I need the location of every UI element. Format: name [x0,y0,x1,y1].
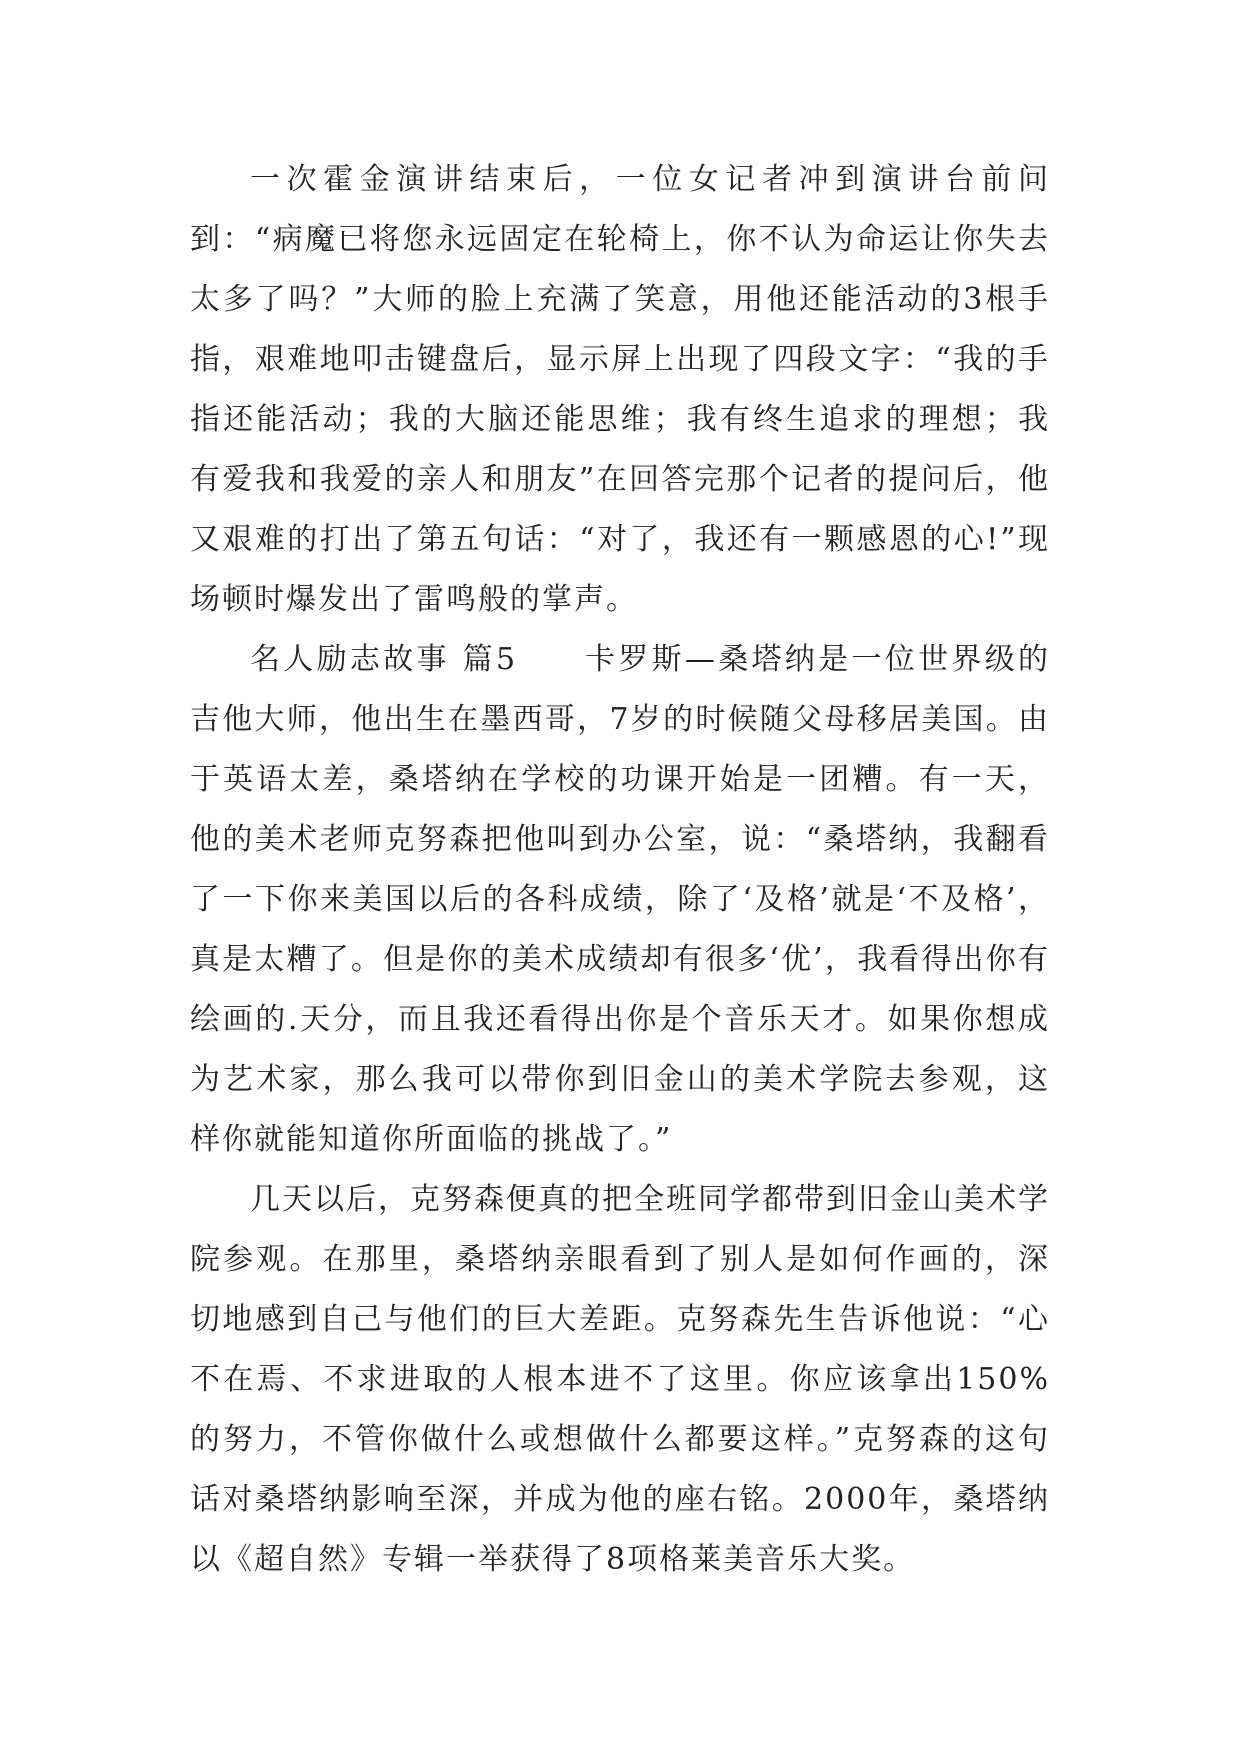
paragraph-santana-story: 名人励志故事 篇5 卡罗斯—桑塔纳是一位世界级的吉他大师，他出生在墨西哥，7岁的时候随父母移居美国。由于英语太差，桑塔纳在学校的功课开始是一团糟。有一天，他的美术老师克努森把他叫到办公室，说：“桑塔纳，我翻看了一下你来美国以后的各科成绩，除了‘及格’就是‘不及格’，真是太糟了。但是你的美术成绩却有很多‘优’，我看得出你有绘画的.天分，而且我还看得出你是个音乐天才。如果你想成为艺术家，那么我可以带你到旧金山的美术学院去参观，这样你就能知道你所面临的挑战了。” [190,642,1050,1157]
paragraph-santana-motto: 几天以后，克努森便真的把全班同学都带到旧金山美术学院参观。在那里，桑塔纳亲眼看到了别人是如何作画的，深切地感到自己与他们的巨大差距。克努森先生告诉他说：“心不在焉、不求进取的人根本进不了这里。你应该拿出150%的努力，不管你做什么或想做什么都要这样。”克努森的这句话对桑塔纳影响至深，并成为他的座右铭。2000年，桑塔纳以《超自然》专辑一举获得了8项格莱美音乐大奖。 [190,1182,1050,1577]
paragraph-hawking-story: 一次霍金演讲结束后，一位女记者冲到演讲台前问到：“病魔已将您永远固定在轮椅上，你不认为命运让你失去太多了吗？”大师的脸上充满了笑意，用他还能活动的3根手指，艰难地叩击键盘后，显示屏上出现了四段文字：“我的手指还能活动；我的大脑还能思维；我有终生追求的理想；我有爱我和我爱的亲人和朋友”在回答完那个记者的提问后，他又艰难的打出了第五句话：“对了，我还有一颗感恩的心!”现场顿时爆发出了雷鸣般的掌声。 [190,162,1050,617]
document-body [190,150,1050,1590]
